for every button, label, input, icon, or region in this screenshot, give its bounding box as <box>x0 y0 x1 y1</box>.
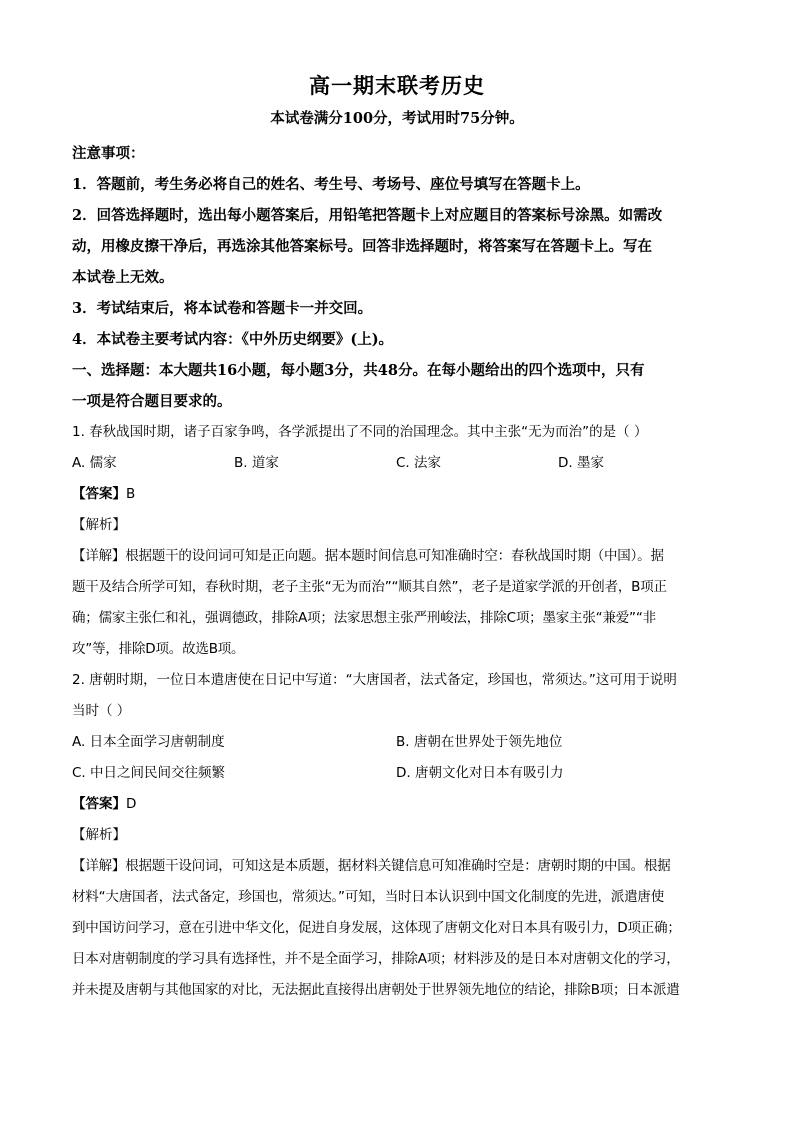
option-a: A. 儒家 <box>72 455 117 471</box>
option-b: B. 道家 <box>234 455 279 471</box>
question-stem-cont: 当时（ ） <box>72 703 131 719</box>
answer-tag: 【答案】 <box>72 796 126 812</box>
detail-line: 【详解】根据题干的设问词可知是正向题。据本题时间信息可知准确时空：春秋战国时期（中国）。据 <box>72 548 664 564</box>
notes-heading: 注意事项： <box>72 145 145 162</box>
option-d: D. 墨家 <box>558 455 604 471</box>
option-a: A. 日本全面学习唐朝制度 <box>72 734 225 750</box>
option-c: C. 法家 <box>396 455 442 471</box>
note-line: 4．本试卷主要考试内容：《中外历史纲要》(上)。 <box>72 331 394 348</box>
detail-line: 【详解】根据题干设问词，可知这是本质题，据材料关键信息可知准确时空是：唐朝时期的中国。根据 <box>72 858 671 874</box>
note-line: 3．考试结束后，将本试卷和答题卡一并交回。 <box>72 300 373 317</box>
analysis-tag: 【解析】 <box>72 827 126 843</box>
note-line: 1．答题前，考生务必将自己的姓名、考生号、考场号、座位号填写在答题卡上。 <box>72 176 590 193</box>
section-heading: 一、选择题：本大题共16小题，每小题3分，共48分。在每小题给出的四个选项中，只有 <box>72 362 645 379</box>
question-options <box>72 727 720 758</box>
detail-line: 到中国访问学习，意在引进中华文化，促进自身发展，这体现了唐朝文化对日本具有吸引力，D项正确； <box>72 920 681 936</box>
option-b: B. 唐朝在世界处于领先地位 <box>396 734 563 750</box>
detail-line: 攻”等，排除D项。故选B项。 <box>72 641 245 657</box>
question-2 <box>72 665 720 1006</box>
detail-line: 材料“大唐国者，法式备定，珍国也，常须达。”可知，当时日本认识到中国文化制度的先进，派遣唐使 <box>72 889 665 905</box>
page-title: 高一期末联考历史 <box>309 73 485 98</box>
answer-row <box>72 479 720 510</box>
answer-row <box>72 789 720 820</box>
detail-line: 日本对唐朝制度的学习具有选择性，并不是全面学习，排除A项；材料涉及的是日本对唐朝文化的学习， <box>72 951 680 967</box>
answer-value: D <box>126 796 137 812</box>
answer-tag: 【答案】 <box>72 486 126 502</box>
note-line: 2．回答选择题时，选出每小题答案后，用铅笔把答题卡上对应题目的答案标号涂黑。如需改 <box>72 207 663 224</box>
detail-line: 题干及结合所学可知，春秋时期，老子主张“无为而治”“顺其自然”，老子是道家学派的开创者，B项正 <box>72 579 667 595</box>
note-line: 本试卷上无效。 <box>72 269 174 286</box>
question-options <box>72 758 720 789</box>
section-heading-cont: 一项是符合题目要求的。 <box>72 393 232 410</box>
question-stem: 2. 唐朝时期，一位日本遣唐使在日记中写道：“大唐国者，法式备定，珍国也，常须达。”这可用于说明 <box>72 672 677 688</box>
note-line: 动，用橡皮擦干净后，再选涂其他答案标号。回答非选择题时，将答案写在答题卡上。写在 <box>72 238 652 255</box>
answer-value: B <box>126 486 136 502</box>
detail-line: 确；儒家主张仁和礼，强调德政，排除A项；法家思想主张严刑峻法，排除C项；墨家主张“兼爱”“非 <box>72 610 656 626</box>
option-d: D. 唐朝文化对日本有吸引力 <box>396 765 564 781</box>
option-c: C. 中日之间民间交往频繁 <box>72 765 226 781</box>
analysis-tag: 【解析】 <box>72 517 126 533</box>
question-options <box>72 448 720 479</box>
detail-line: 并未提及唐朝与其他国家的对比，无法据此直接得出唐朝处于世界领先地位的结论，排除B项；日本派遣 <box>72 982 680 998</box>
question-1 <box>72 417 720 665</box>
exam-subtitle: 本试卷满分100分，考试用时75分钟。 <box>270 110 524 127</box>
exam-body <box>72 138 720 1006</box>
question-stem: 1. 春秋战国时期，诸子百家争鸣，各学派提出了不同的治国理念。其中主张“无为而治”的是（ ） <box>72 424 648 440</box>
